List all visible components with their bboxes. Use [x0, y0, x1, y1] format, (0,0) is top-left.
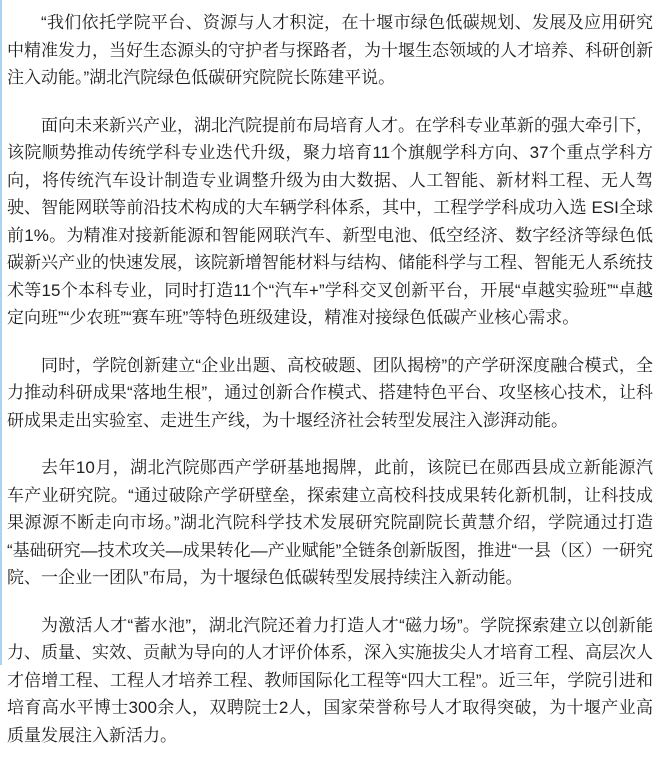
article-paragraph: “我们依托学院平台、资源与人才积淀，在十堰市绿色低碳规划、发展及应用研究中精准发力，当好生态源头的守护者与探路者，为十堰生态领域的人才培养、科研创新注入动能。”湖北汽院绿色低碳研究院院长陈建平说。: [7, 13, 653, 87]
article-paragraph: 面向未来新兴产业，湖北汽院提前布局培育人才。在学科专业革新的强大牵引下，该院顺势推动传统学科专业迭代升级，聚力培育11个旗舰学科方向、37个重点学科方向，将传统汽车设计制造专业调整升级为由大数据、人工智能、新材料工程、无人驾驶、智能网联等前沿技术构成的大车辆学科体系，其中，工程学学科成功入选 ESI全球前1%。为精准对接新能源和智能网联汽车、新型电池、低空经济、数字经济等绿色低碳新兴产业的快速发展，该院新增智能材料与结构、储能科学与工程、智能无人系统技术等15个本科专业，同时打造11个“汽车+”学科交叉创新平台，开展“卓越实验班”“卓越定向班”“少农班”“赛车班”等特色班级建设，精准对接绿色低碳产业核心需求。: [7, 115, 653, 327]
article-paragraph: 同时，学院创新建立“企业出题、高校破题、团队揭榜”的产学研深度融合模式，全力推动科研成果“落地生根”，通过创新合作模式、搭建特色平台、攻坚核心技术，让科研成果走出实验室、走进生产线，为十堰经济社会转型发展注入澎湃动能。: [7, 355, 653, 430]
article-paragraph: 为激活人才“蓄水池”，湖北汽院还着力打造人才“磁力场”。学院探索建立以创新能力、质量、实效、贡献为导向的人才评价体系，深入实施拔尖人才培育工程、高层次人才倍增工程、工程人才培养工程、教师国际化工程等“四大工程”。近三年，学院引进和培育高水平博士300余人，双聘院士2人，国家荣誉称号人才取得突破，为十堰产业高质量发展注入新活力。: [7, 615, 653, 745]
article-paragraph: 去年10月，湖北汽院郧西产学研基地揭牌，此前，该院已在郧西县成立新能源汽车产业研究院。“通过破除产学研壁垒，探索建立高校科技成果转化新机制，让科技成果源源不断走向市场。”湖北汽院科学技术发展研究院副院长黄慧介绍，学院通过打造“基础研究—技术攻关—成果转化—产业赋能”全链条创新版图，推进“一县（区）一研究院、一企业一团队”布局，为十堰绿色低碳转型发展持续注入新动能。: [7, 458, 653, 587]
left-accent-border: [0, 0, 2, 665]
